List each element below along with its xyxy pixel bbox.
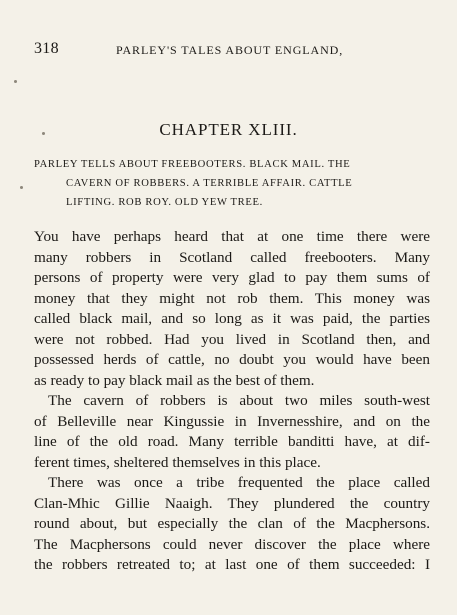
text-line: of Belleville near Kingussie in Invernesshire, and on the	[34, 412, 430, 430]
synopsis-line: CAVERN OF ROBBERS. A TERRIBLE AFFAIR. CATTLE	[66, 178, 353, 189]
text-line: There was once a tribe frequented the place called	[48, 474, 430, 491]
text-line: round about, but especially the clan of the Macphersons.	[34, 515, 430, 532]
text-line: Clan-Mhic Gillie Naaigh. They plundered the country	[34, 494, 430, 512]
synopsis-line: LIFTING. ROB ROY. OLD YEW TREE.	[66, 197, 263, 208]
text-line: as ready to pay black mail as the best of them.	[34, 371, 315, 389]
text-line: The Macphersons could never discover the place where	[34, 535, 430, 553]
text-line: the robbers retreated to; at last one of them succeeded: I	[34, 556, 430, 573]
running-head	[34, 40, 427, 60]
text-line: possessed herds of cattle, no doubt you would have been	[34, 351, 430, 368]
running-title: PARLEY'S TALES ABOUT ENGLAND,	[116, 43, 344, 57]
paper-speck	[14, 80, 17, 83]
chapter-synopsis	[34, 155, 430, 212]
page-number: 318	[34, 40, 59, 57]
text-line: money that they might not rob them. This money was	[34, 289, 430, 307]
text-line: persons of property were very glad to pay them sums of	[34, 269, 430, 286]
synopsis-line: PARLEY TELLS ABOUT FREEBOOTERS. BLACK MAIL. THE	[34, 159, 351, 170]
text-line: line of the old road. Many terrible banditti have, at dif-	[34, 433, 430, 450]
text-line: called black mail, and so long as it was paid, the parties	[34, 310, 430, 327]
paper-speck	[20, 186, 23, 189]
text-line: many robbers in Scotland called freebooters. Many	[34, 248, 430, 266]
text-line: You have perhaps heard that at one time there were	[34, 228, 430, 245]
body-text	[34, 227, 430, 576]
chapter-title: CHAPTER XLIII.	[159, 120, 298, 139]
text-line: were not robbed. Had you lived in Scotland then, and	[34, 330, 430, 348]
text-line: The cavern of robbers is about two miles south-west	[48, 392, 430, 409]
text-line: ferent times, sheltered themselves in this place.	[34, 453, 321, 471]
